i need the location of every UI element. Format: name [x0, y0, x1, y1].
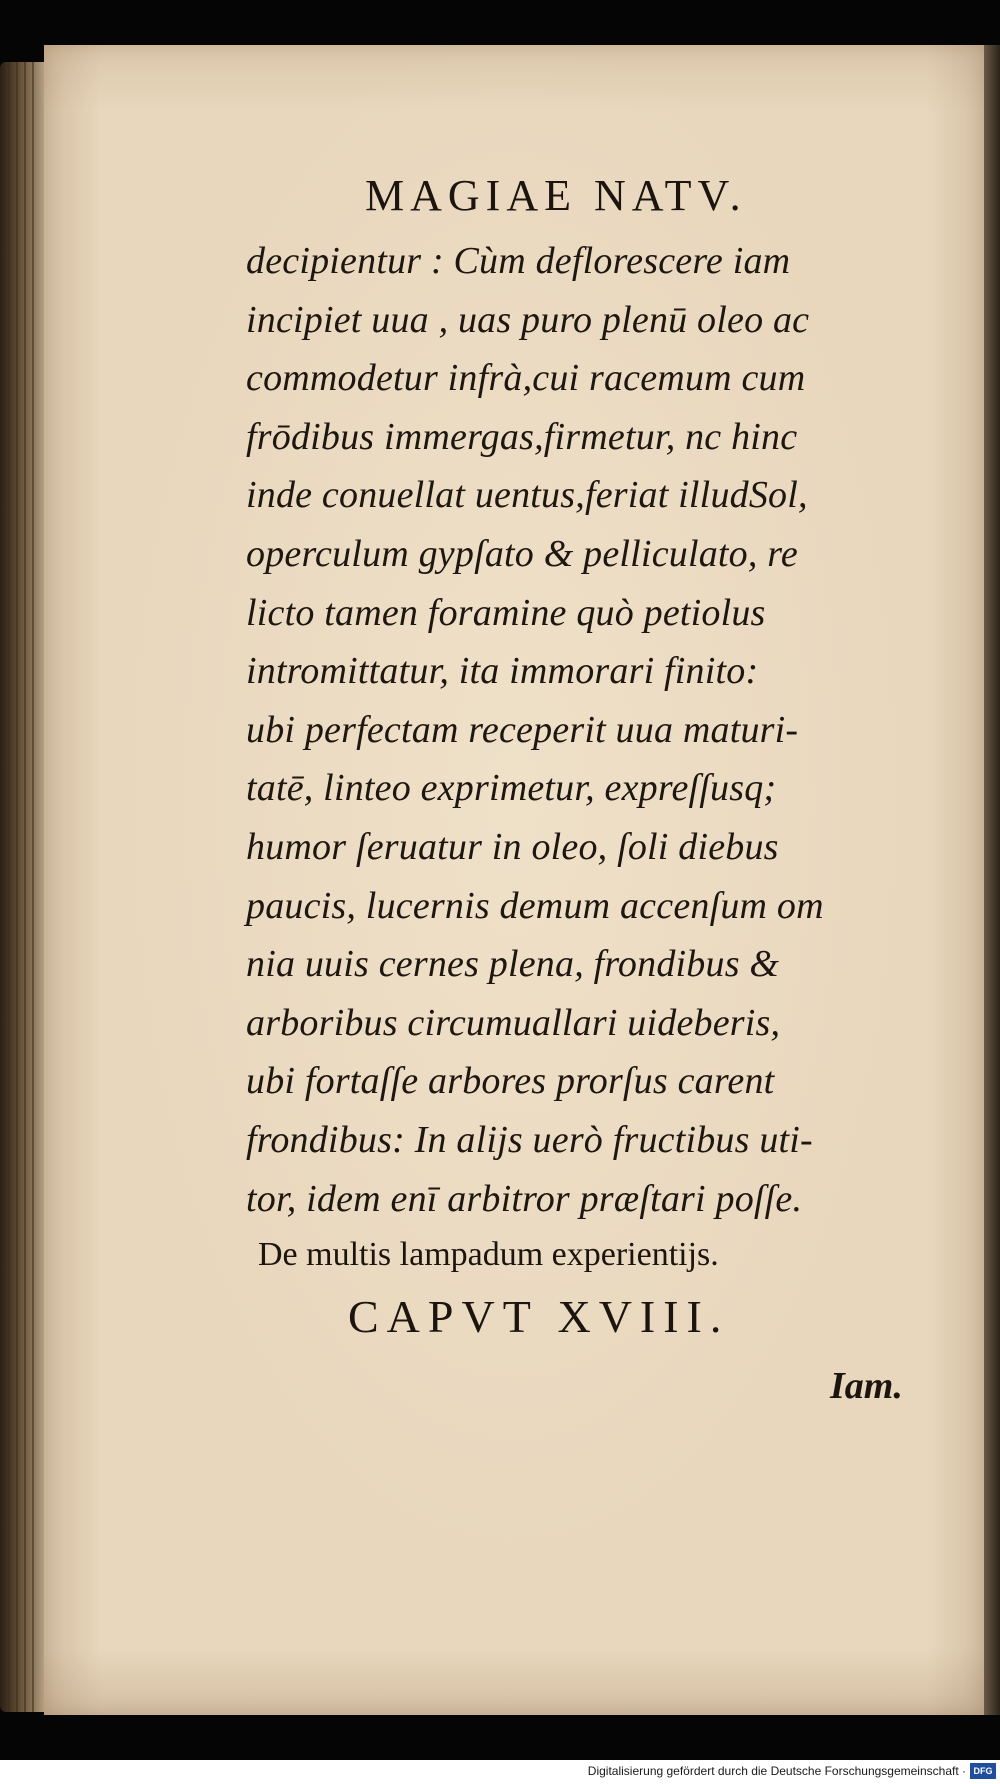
- catchword: Iam.: [830, 1365, 903, 1407]
- text-line: paucis, lucernis demum accenſum om: [246, 884, 824, 927]
- text-line: arboribus circumuallari uideberis,: [246, 1001, 781, 1044]
- text-line: licto tamen foramine quò petiolus: [246, 591, 766, 634]
- text-line: operculum gypſato & pelliculato, re: [246, 532, 798, 575]
- text-line: decipientur : Cùm deflorescere iam: [246, 240, 791, 282]
- text-line: commodetur infrà,cui racemum cum: [246, 357, 806, 400]
- text-line: humor ſeruatur in oleo, ſoli diebus: [246, 825, 779, 868]
- dfg-logo: DFG: [970, 1763, 996, 1779]
- text-line: intromittatur, ita immorari finito:: [246, 650, 759, 693]
- text-line: tor, idem enī arbitror præſtari poſſe.: [246, 1177, 803, 1220]
- text-line: frondibus: In alijs uerò fructibus uti-: [246, 1118, 813, 1161]
- book-fore-edge: [0, 62, 46, 1712]
- text-line: nia uuis cernes plena, frondibus &: [246, 943, 780, 986]
- page-gutter-shadow: [984, 45, 1000, 1715]
- text-line: frōdibus immergas,firmetur, nc hinc: [246, 415, 798, 458]
- text-line: tatē, linteo exprimetur, expreſſusq;: [246, 767, 777, 810]
- funding-credit: Digitalisierung gefördert durch die Deutsche Forschungsgemeinschaft ·: [587, 1764, 966, 1778]
- text-line: inde conuellat uentus,feriat illudSol,: [246, 474, 808, 517]
- body-text: [246, 232, 926, 1228]
- text-line: incipiet uua , uas puro plenū oleo ac: [246, 298, 810, 341]
- chapter-title: De multis lampadum experientijs.: [258, 1236, 719, 1273]
- digitization-footer: [0, 1760, 1000, 1784]
- text-line: ubi fortaſſe arbores prorſus carent: [246, 1060, 775, 1103]
- running-head: MAGIAE NATV.: [365, 171, 747, 220]
- chapter-number: CAPVT XVIII.: [348, 1291, 730, 1342]
- text-line: ubi perfectam receperit uua maturi-: [246, 708, 799, 751]
